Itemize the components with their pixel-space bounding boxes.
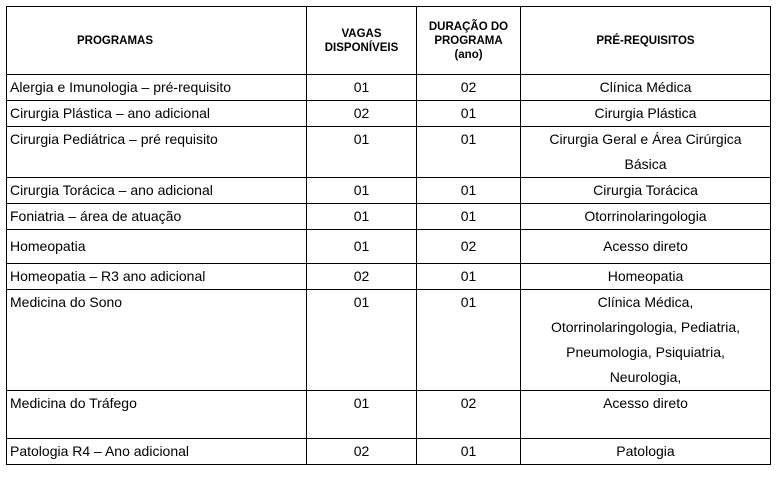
table-row xyxy=(7,75,771,101)
prereq-line: Clínica Médica, xyxy=(597,294,694,310)
duracao-cell: 02 xyxy=(417,391,521,439)
header-vagas xyxy=(307,7,417,75)
vagas-cell: 01 xyxy=(307,204,417,230)
table-row xyxy=(7,290,771,391)
table-row xyxy=(7,178,771,204)
prereq-cell xyxy=(521,391,771,439)
duracao-cell: 02 xyxy=(417,230,521,264)
duracao-cell: 01 xyxy=(417,290,521,391)
vagas-cell: 01 xyxy=(307,178,417,204)
prereq-cell xyxy=(521,127,771,178)
prereq-line: Patologia xyxy=(616,443,675,459)
programs-table xyxy=(6,6,771,465)
duracao-cell: 01 xyxy=(417,101,521,127)
prereq-line: Acesso direto xyxy=(603,238,688,254)
table-row xyxy=(7,439,771,465)
table-row xyxy=(7,230,771,264)
prereq-line: Neurologia, xyxy=(609,369,682,385)
vagas-cell: 01 xyxy=(307,230,417,264)
prereq-line: Básica xyxy=(624,156,667,172)
vagas-cell: 01 xyxy=(307,75,417,101)
programa-cell: Homeopatia – R3 ano adicional xyxy=(7,264,307,290)
prereq-line: Cirurgia Torácica xyxy=(593,182,698,198)
duracao-cell: 01 xyxy=(417,264,521,290)
prereq-line: Clínica Médica xyxy=(599,79,692,95)
duracao-cell: 02 xyxy=(417,75,521,101)
header-programas: PROGRAMAS xyxy=(7,7,307,75)
prereq-cell xyxy=(521,230,771,264)
vagas-cell: 01 xyxy=(307,290,417,391)
programa-cell: Alergia e Imunologia – pré-requisito xyxy=(7,75,307,101)
prereq-line: Cirurgia Plástica xyxy=(594,105,697,121)
prereq-cell xyxy=(521,439,771,465)
vagas-cell: 02 xyxy=(307,439,417,465)
header-duracao-line1: DURAÇÃO DO xyxy=(428,20,509,33)
programa-cell: Medicina do Tráfego xyxy=(7,391,307,439)
header-row xyxy=(7,7,771,75)
header-duracao xyxy=(417,7,521,75)
programa-cell: Cirurgia Plástica – ano adicional xyxy=(7,101,307,127)
duracao-cell: 01 xyxy=(417,178,521,204)
header-vagas-line2: DISPONÍVEIS xyxy=(324,41,399,54)
prereq-line: Homeopatia xyxy=(607,268,684,284)
duracao-cell: 01 xyxy=(417,204,521,230)
prereq-cell xyxy=(521,75,771,101)
programa-cell: Cirurgia Pediátrica – pré requisito xyxy=(7,127,307,178)
table-row xyxy=(7,204,771,230)
table-row xyxy=(7,101,771,127)
prereq-cell xyxy=(521,101,771,127)
prereq-line: Acesso direto xyxy=(603,395,688,411)
vagas-cell: 01 xyxy=(307,127,417,178)
prereq-line: Otorrinolaringologia xyxy=(584,208,707,224)
prereq-line: Cirurgia Geral e Área Cirúrgica xyxy=(549,131,742,147)
programa-cell: Patologia R4 – Ano adicional xyxy=(7,439,307,465)
header-duracao-line2: PROGRAMA xyxy=(434,34,503,47)
prereq-cell xyxy=(521,264,771,290)
vagas-cell: 02 xyxy=(307,101,417,127)
programa-cell: Medicina do Sono xyxy=(7,290,307,391)
programa-cell: Homeopatia xyxy=(7,230,307,264)
duracao-cell: 01 xyxy=(417,439,521,465)
prereq-line: Pneumologia, Psiquiatria, xyxy=(566,344,725,360)
programa-cell: Cirurgia Torácica – ano adicional xyxy=(7,178,307,204)
table-row xyxy=(7,264,771,290)
vagas-cell: 02 xyxy=(307,264,417,290)
duracao-cell: 01 xyxy=(417,127,521,178)
table-row xyxy=(7,127,771,178)
prereq-cell xyxy=(521,290,771,391)
prereq-line: Otorrinolaringologia, Pediatria, xyxy=(550,319,741,335)
programa-cell: Foniatria – área de atuação xyxy=(7,204,307,230)
table-row xyxy=(7,391,771,439)
prereq-cell xyxy=(521,178,771,204)
vagas-cell: 01 xyxy=(307,391,417,439)
header-vagas-line1: VAGAS xyxy=(341,27,382,40)
header-duracao-line3: (ano) xyxy=(454,48,483,61)
header-prereq: PRÉ-REQUISITOS xyxy=(521,7,771,75)
prereq-cell xyxy=(521,204,771,230)
